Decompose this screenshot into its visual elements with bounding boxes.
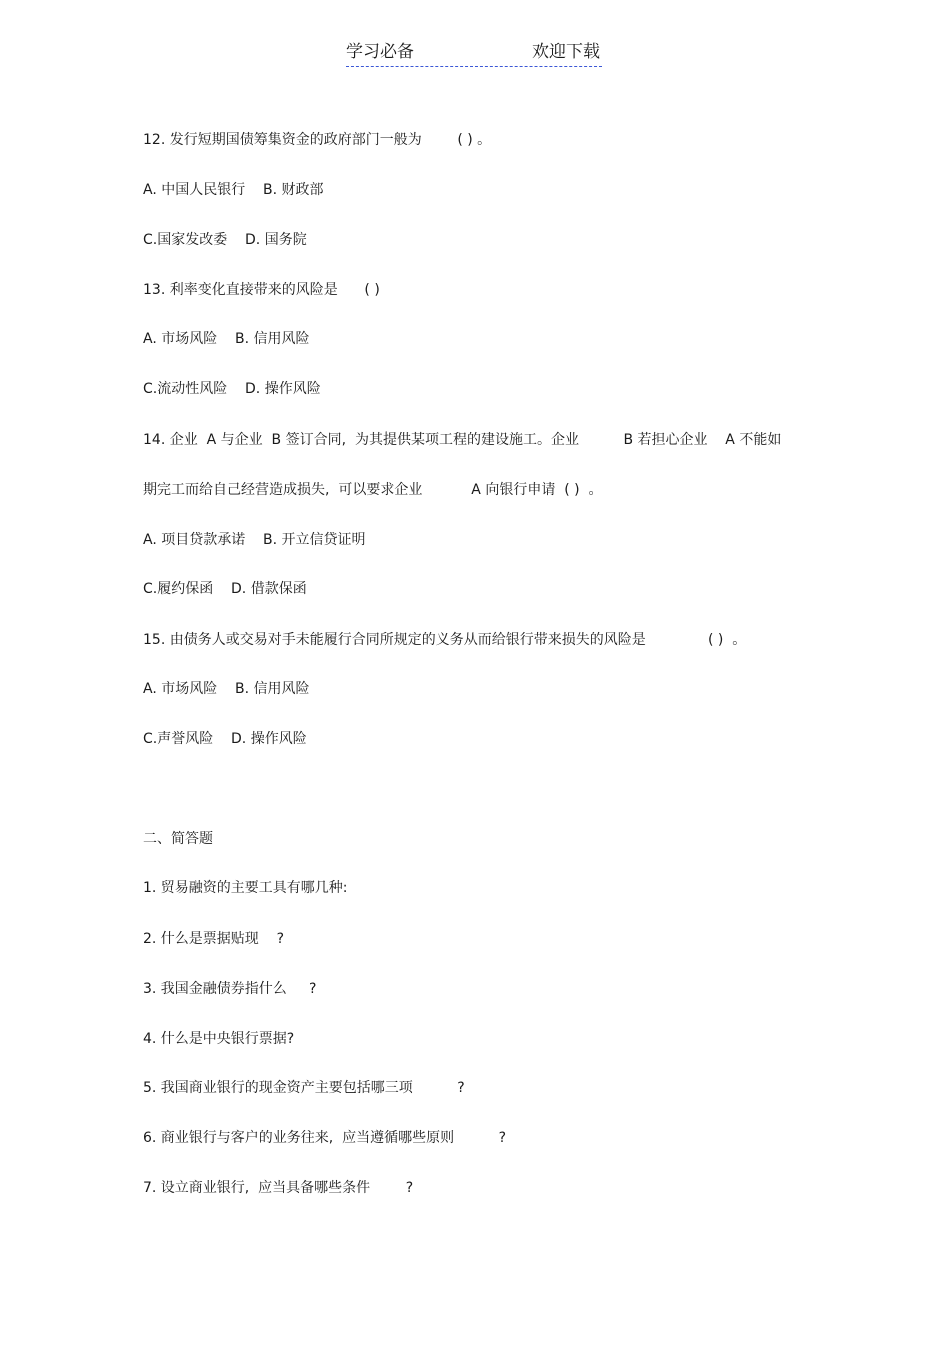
- question-14-options-ab: A. 项目贷款承诺 B. 开立信贷证明: [143, 532, 366, 548]
- section-heading: 二、简答题: [143, 831, 213, 847]
- question-12: 12. 发行短期国债筹集资金的政府部门一般为 ( ) 。: [143, 132, 492, 148]
- short-answer-2: 2. 什么是票据贴现 ?: [143, 931, 285, 947]
- short-answer-7: 7. 设立商业银行, 应当具备哪些条件 ?: [143, 1180, 414, 1196]
- question-15-options-cd: C.声誉风险 D. 操作风险: [143, 731, 307, 747]
- question-12-options-ab: A. 中国人民银行 B. 财政部: [143, 182, 324, 198]
- header-right-text: 欢迎下载: [532, 42, 600, 62]
- short-answer-4: 4. 什么是中央银行票据?: [143, 1031, 295, 1047]
- question-14-options-cd: C.履约保函 D. 借款保函: [143, 581, 307, 597]
- question-14-line-2: 期完工而给自己经营造成损失, 可以要求企业 A 向银行申请 ( ) 。: [143, 482, 603, 498]
- question-13: 13. 利率变化直接带来的风险是 ( ): [143, 282, 380, 298]
- question-15-options-ab: A. 市场风险 B. 信用风险: [143, 681, 310, 697]
- question-13-options-ab: A. 市场风险 B. 信用风险: [143, 331, 310, 347]
- question-15: 15. 由债务人或交易对手未能履行合同所规定的义务从而给银行带来损失的风险是 ( ) 。: [143, 632, 747, 648]
- question-12-options-cd: C.国家发改委 D. 国务院: [143, 232, 307, 248]
- short-answer-3: 3. 我国金融债券指什么 ?: [143, 981, 317, 997]
- short-answer-5: 5. 我国商业银行的现金资产主要包括哪三项 ?: [143, 1080, 465, 1096]
- page-header: [346, 40, 602, 67]
- question-14-line-1: 14. 企业 A 与企业 B 签订合同, 为其提供某项工程的建设施工。企业 B 若担心企业 A 不能如: [143, 432, 782, 448]
- short-answer-6: 6. 商业银行与客户的业务往来, 应当遵循哪些原则 ?: [143, 1130, 507, 1146]
- question-13-options-cd: C.流动性风险 D. 操作风险: [143, 381, 321, 397]
- short-answer-1: 1. 贸易融资的主要工具有哪几种:: [143, 880, 348, 896]
- header-left-text: 学习必备: [346, 42, 414, 62]
